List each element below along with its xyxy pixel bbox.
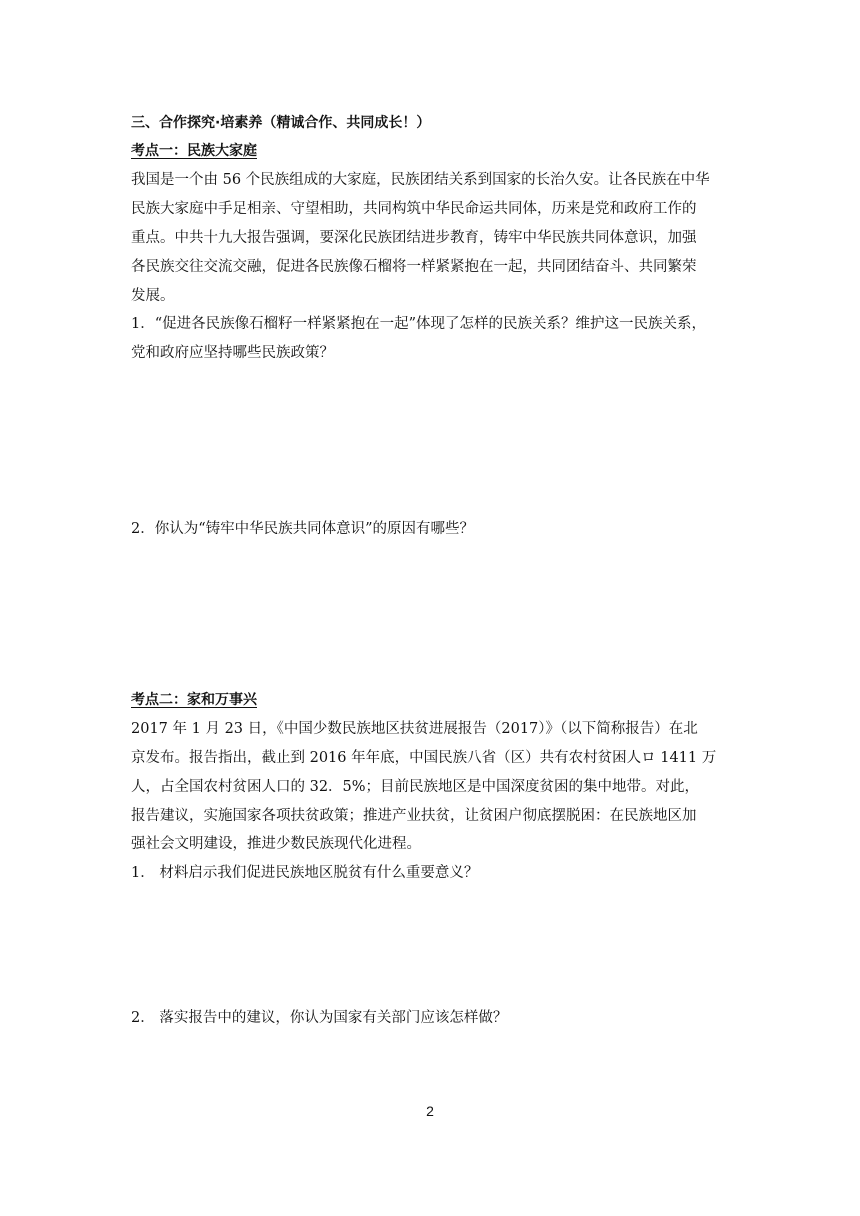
topic1-material-line: 民族大家庭中手足相亲、守望相助，共同构筑中华民命运共同体，历来是党和政府工作的 bbox=[131, 201, 697, 217]
topic2-material-line: 人，占全国农村贫困人口的 32．5%；目前民族地区是中国深度贫困的集中地带。对此， bbox=[131, 779, 700, 795]
topic2-question2: 2． 落实报告中的建议，你认为国家有关部门应该怎样做？ bbox=[131, 1010, 508, 1026]
topic2-question1: 1． 材料启示我们促进民族地区脱贫有什么重要意义？ bbox=[131, 865, 479, 881]
section-heading: 三、合作探究·培素养（精诚合作、共同成长！） bbox=[131, 115, 431, 131]
topic2-material-line: 京发布。报告指出，截止到 2016 年年底，中国民族八省（区）共有农村贫困人ロ 1411 万 bbox=[131, 750, 717, 766]
page-number: 2 bbox=[426, 1103, 434, 1119]
topic1-question2: 2．你认为“铸牢中华民族共同体意识”的原因有哪些？ bbox=[131, 521, 475, 537]
topic1-material-line: 重点。中共十九大报告强调，要深化民族团结进步教育，铸牢中华民族共同体意识，加强 bbox=[131, 230, 697, 246]
topic1-material-line: 发展。 bbox=[131, 288, 175, 304]
topic2-material-line: 强社会文明建设，推进少数民族现代化进程。 bbox=[131, 836, 421, 852]
topic1-material-line: 我国是一个由 56 个民族组成的大家庭，民族团结关系到国家的长治久安。让各民族在中华 bbox=[131, 172, 710, 188]
topic2-material-line: 2017 年 1 月 23 日，《中国少数民族地区扶贫进展报告（2017）》（以下简称报告）在北 bbox=[131, 721, 698, 737]
topic2-material-line: 报告建议，实施国家各项扶贫政策；推进产业扶贫，让贫困户彻底摆脱困：在民族地区加 bbox=[131, 808, 697, 824]
topic1-question1-line: 1．“促进各民族像石榴籽一样紧紧抱在一起”体现了怎样的民族关系？维护这一民族关系， bbox=[131, 316, 707, 332]
topic1-heading: 考点一：民族大家庭 bbox=[131, 143, 257, 159]
topic1-material-line: 各民族交往交流交融，促进各民族像石榴将一样紧紧抱在一起，共同团结奋斗、共同繁荣 bbox=[131, 259, 697, 275]
topic2-heading: 考点二：家和万事兴 bbox=[131, 692, 257, 708]
topic1-question1-line: 党和政府应坚持哪些民族政策？ bbox=[131, 345, 334, 361]
